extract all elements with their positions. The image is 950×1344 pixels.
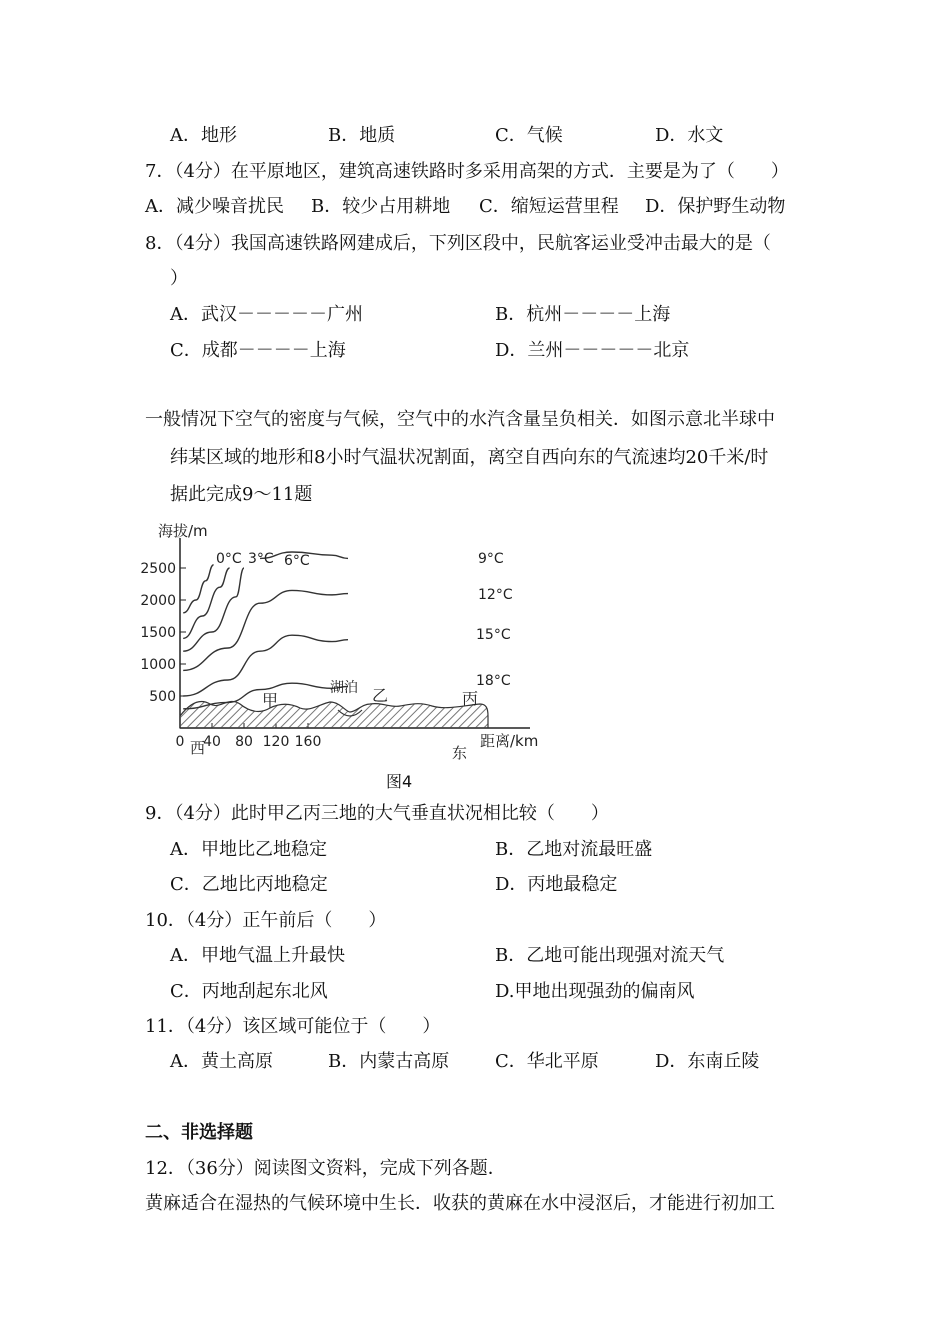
y-tick-label-1500: 1500	[140, 625, 176, 641]
q6-option-b: B．地质	[328, 125, 396, 146]
y-tick-label-1000: 1000	[140, 657, 176, 673]
q8-option-a: A．武汉－－－－－广州	[170, 304, 363, 325]
isotherm-line-5	[183, 635, 348, 696]
q10-option-a: A．甲地气温上升最快	[170, 945, 345, 966]
isotherm-label-12c: 12°C	[478, 587, 513, 603]
q9-option-d: D．丙地最稳定	[495, 874, 618, 895]
q9-option-b: B．乙地对流最旺盛	[495, 839, 653, 860]
isotherm-line-4	[183, 590, 348, 670]
isotherm-label-3c: 3°C	[248, 551, 274, 567]
terrain-profile	[180, 701, 488, 728]
q8-option-d: D．兰州－－－－－北京	[495, 340, 690, 361]
isotherm-label-18c: 18°C	[476, 673, 511, 689]
x-axis-label: 距离/km	[480, 732, 539, 750]
q9-stem: 9．（4分）此时甲乙丙三地的大气垂直状况相比较（ ）	[145, 803, 609, 824]
place-jia: 甲	[262, 691, 279, 710]
q7-option-b: B．较少占用耕地	[311, 196, 451, 217]
q8-option-b: B．杭州－－－－上海	[495, 304, 671, 325]
y-tick-label-2500: 2500	[140, 561, 176, 577]
x-tick-label-160: 160	[294, 734, 322, 750]
q11-option-d: D．东南丘陵	[655, 1051, 760, 1072]
passage-line-3: 据此完成9～11题	[170, 484, 313, 505]
figure-4-cross-section	[140, 518, 550, 768]
q11-option-a: A．黄土高原	[170, 1051, 273, 1072]
q11-option-b: B．内蒙古高原	[328, 1051, 450, 1072]
q8-stem-line2: ）	[170, 268, 188, 289]
x-tick-label-120: 120	[262, 734, 290, 750]
x-tick-label-40: 40	[203, 734, 221, 750]
y-axis-label: 海拔/m	[158, 522, 208, 540]
q8-stem-line1: 8．（4分）我国高速铁路网建成后，下列区段中，民航客运业受冲击最大的是（	[145, 233, 771, 254]
q6-option-c: C．气候	[495, 125, 563, 146]
passage-line-1: 一般情况下空气的密度与气候，空气中的水汽含量呈负相关．如图示意北半球中	[145, 409, 775, 430]
isotherm-label-0c: 0°C	[216, 551, 242, 567]
q7-option-a: A．减少噪音扰民	[145, 196, 284, 217]
isotherm-label-15c: 15°C	[476, 627, 511, 643]
west-label: 西	[190, 739, 206, 757]
lake-label: 湖泊	[330, 680, 358, 696]
x-tick-label-80: 80	[235, 734, 253, 750]
passage-line-2: 纬某区域的地形和8小时气温状况割面，离空自西向东的气流速均20千米/时	[170, 447, 769, 468]
q10-option-b: B．乙地可能出现强对流天气	[495, 945, 725, 966]
q11-option-c: C．华北平原	[495, 1051, 599, 1072]
q7-option-d: D．保护野生动物	[645, 196, 786, 217]
isotherm-line-0	[183, 565, 213, 613]
y-tick-label-500: 500	[149, 689, 176, 705]
q10-stem: 10．（4分）正午前后（ ）	[145, 910, 387, 931]
q8-option-c: C．成都－－－－上海	[170, 340, 346, 361]
section-2-title: 二、非选择题	[145, 1122, 253, 1143]
x-tick-label-0: 0	[175, 734, 185, 750]
q6-option-a: A．地形	[170, 125, 237, 146]
east-label: 东	[452, 744, 468, 762]
isotherm-line-1	[183, 568, 229, 638]
q9-option-a: A．甲地比乙地稳定	[170, 839, 327, 860]
figure-caption: 图4	[386, 772, 413, 791]
y-tick-label-2000: 2000	[140, 593, 176, 609]
q10-option-c: C．丙地刮起东北风	[170, 981, 328, 1002]
q7-stem: 7．（4分）在平原地区，建筑高速铁路时多采用高架的方式．主要是为了（ ）	[145, 161, 789, 182]
q10-option-d: D.甲地出现强劲的偏南风	[495, 981, 695, 1002]
q7-option-c: C．缩短运营里程	[479, 196, 619, 217]
place-yi: 乙	[372, 686, 389, 705]
q12-text: 黄麻适合在湿热的气候环境中生长．收获的黄麻在水中浸沤后，才能进行初加工	[145, 1193, 775, 1214]
q9-option-c: C．乙地比丙地稳定	[170, 874, 328, 895]
isotherm-label-9c: 9°C	[478, 551, 504, 567]
q6-option-d: D．水文	[655, 125, 724, 146]
isotherm-line-2	[183, 568, 244, 651]
place-bing: 丙	[462, 689, 479, 708]
q12-stem: 12．（36分）阅读图文资料，完成下列各题．	[145, 1158, 506, 1179]
isotherm-label-6c: 6°C	[284, 553, 310, 569]
q11-stem: 11．（4分）该区域可能位于（ ）	[145, 1016, 441, 1037]
